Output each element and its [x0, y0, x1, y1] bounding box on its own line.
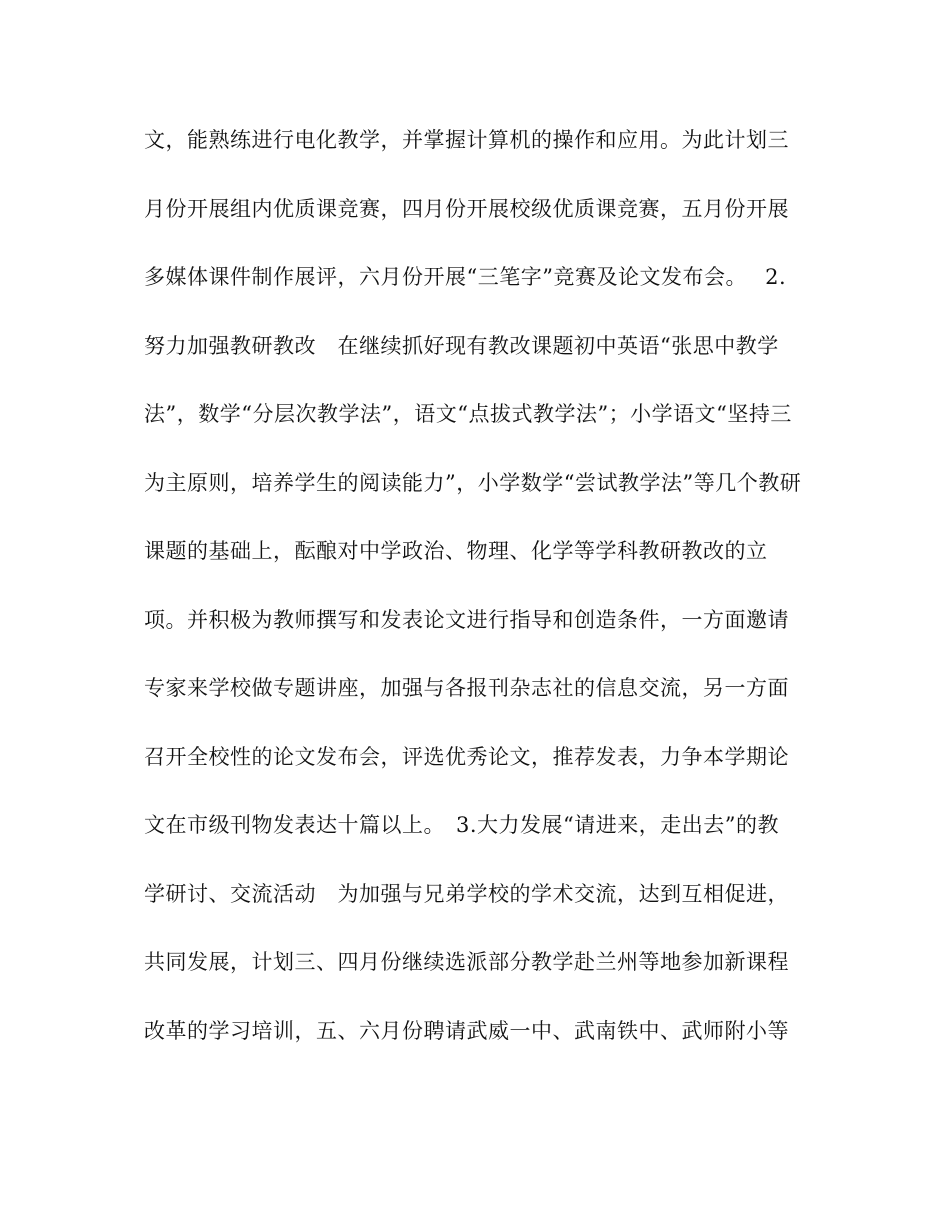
body-text — [144, 118, 824, 1077]
text-line-5: 法”，数学“分层次教学法”，语文“点拔式教学法”；小学语文“坚持三 — [144, 402, 792, 426]
text-line-13: 共同发展，计划三、四月份继续选派部分教学赴兰州等地参加新课程 — [144, 950, 789, 974]
text-line-9: 专家来学校做专题讲座，加强与各报刊杂志社的信息交流，另一方面 — [144, 676, 789, 700]
text-line-11: 文在市级刊物发表达十篇以上。 3.大力发展“请进来，走出去”的教 — [144, 813, 780, 837]
text-line-2: 月份开展组内优质课竞赛，四月份开展校级优质课竞赛，五月份开展 — [144, 196, 789, 221]
text-line-12: 学研讨、交流活动 为加强与兄弟学校的学术交流，达到互相促进， — [144, 881, 789, 906]
text-line-4: 努力加强教研教改 在继续抓好现有教改课题初中英语“张思中教学 — [144, 333, 779, 358]
text-line-14: 改革的学习培训，五、六月份聘请武威一中、武南铁中、武师附小等 — [144, 1018, 789, 1043]
text-line-10: 召开全校性的论文发布会，评选优秀论文，推荐发表，力争本学期论 — [144, 744, 789, 769]
text-line-1: 文，能熟练进行电化教学，并掌握计算机的操作和应用。为此计划三 — [144, 128, 789, 152]
text-line-8: 项。并积极为教师撰写和发表论文进行指导和创造条件，一方面邀请 — [144, 607, 789, 632]
text-line-7: 课题的基础上，酝酿对中学政治、物理、化学等学科教研教改的立 — [144, 539, 768, 563]
text-line-3: 多媒体课件制作展评，六月份开展“三笔字”竞赛及论文发布会。 2. — [144, 265, 787, 289]
text-line-6: 为主原则，培养学生的阅读能力”，小学数学“尝试教学法”等几个教研 — [144, 470, 802, 495]
